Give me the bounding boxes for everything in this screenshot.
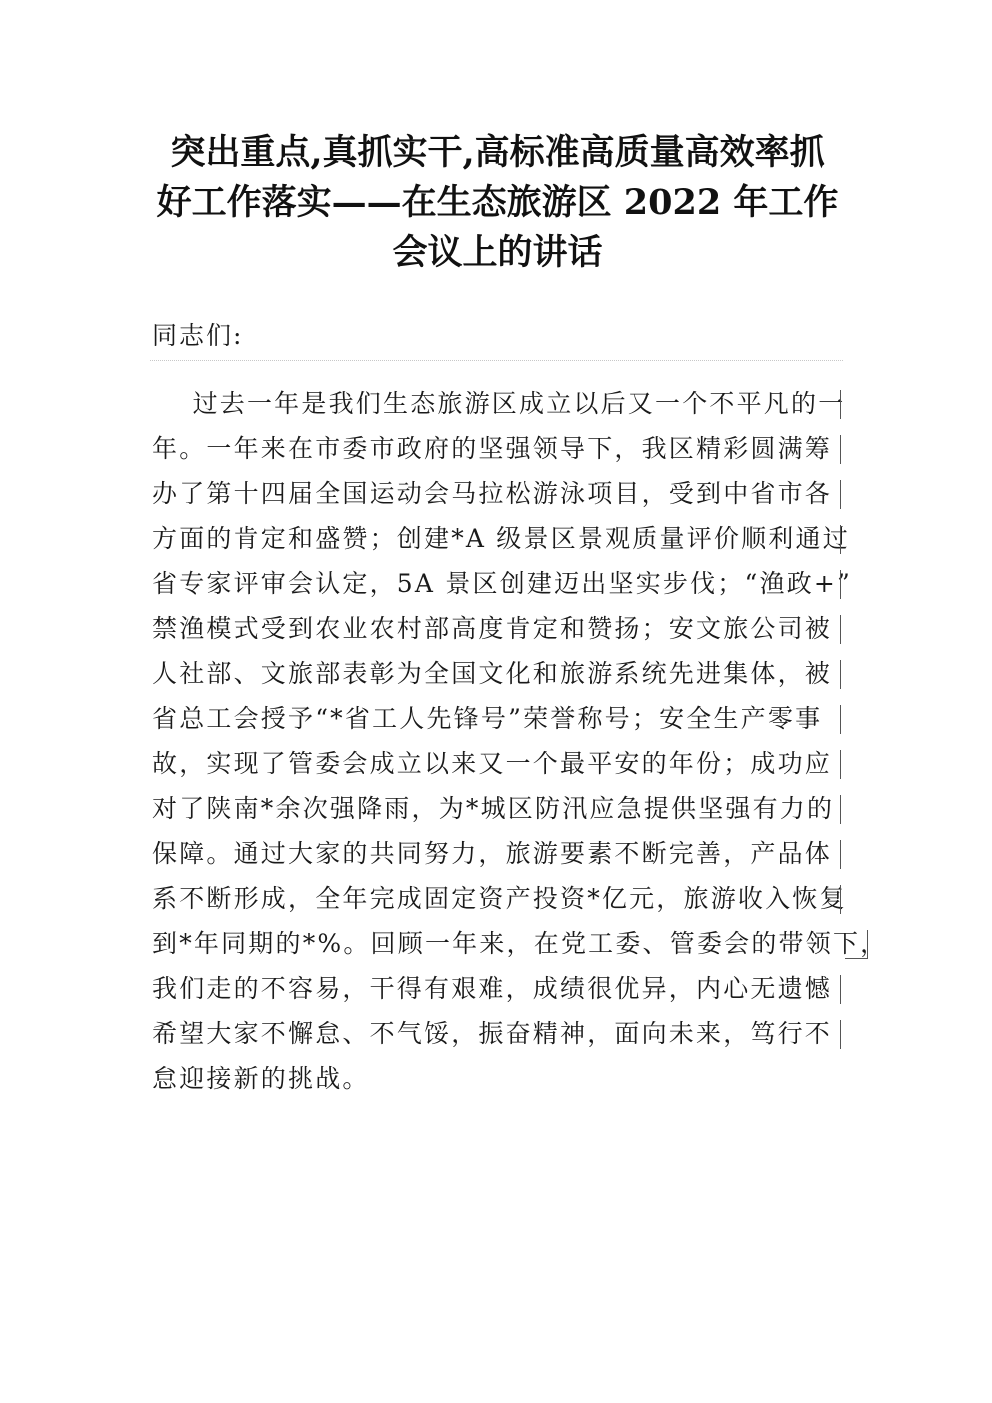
body-line-text: 方面的肯定和盛赞；创建*A 级景区景观质量评价顺利通过 [152,524,850,553]
body-line [152,876,852,921]
body-line [152,471,852,516]
body-line-text: 年。一年来在市委市政府的坚强领导下，我区精彩圆满筹 [152,434,833,463]
line-end-marker [840,660,841,689]
body-line [152,426,852,471]
body-line-text: 人社部、文旅部表彰为全国文化和旅游系统先进集体，被 [152,659,833,688]
body-line-text: 希望大家不懈怠、不气馁，振奋精神，面向未来，笃行不 [152,1019,833,1048]
body-line [152,966,852,1011]
line-end-marker [840,885,841,914]
body-line-text: 保障。通过大家的共同努力，旅游要素不断完善，产品体 [152,839,833,868]
body-line-text: 过去一年是我们生态旅游区成立以后又一个不平凡的一 [152,389,846,418]
body-line-text: 系不断形成，全年完成固定资产投资*亿元，旅游收入恢复 [152,884,847,913]
line-end-marker [840,1020,841,1049]
title-line: 好工作落实——在生态旅游区 2022 年工作 [156,182,839,223]
document-title [150,128,845,278]
line-end-marker [840,390,841,419]
body-line-text: 省专家评审会认定，5A 景区创建迈出坚实步伐；“渔政+” [152,569,853,598]
line-end-marker [840,570,841,599]
body-line [152,741,852,786]
body-line-text: 到*年同期的*%。回顾一年来，在党工委、管委会的带领下， [152,929,888,958]
body-line [152,696,852,741]
line-end-marker [840,435,841,464]
line-end-marker [840,795,841,824]
line-end-marker [840,525,841,554]
body-line [152,1056,852,1101]
body-line-text: 办了第十四届全国运动会马拉松游泳项目，受到中省市各 [152,479,833,508]
greeting-text: 同志们: [152,321,244,350]
line-end-marker [867,930,868,959]
line-end-marker [840,750,841,779]
body-line [152,381,852,426]
line-end-marker [840,840,841,869]
body-line-text: 省总工会授予“*省工人先锋号”荣誉称号；安全生产零事 [152,704,823,733]
body-line [152,561,852,606]
body-line [152,786,852,831]
title-line: 会议上的讲话 [392,232,603,273]
line-end-marker [840,975,841,1004]
body-line [152,606,852,651]
line-end-marker [840,615,841,644]
body-line [152,1011,852,1056]
title-line: 突出重点,真抓实干,高标准高质量高效率抓 [170,132,825,173]
body-paragraph [152,381,888,1101]
body-line-text: 故，实现了管委会成立以来又一个最平安的年份；成功应 [152,749,833,778]
line-end-marker [840,705,841,734]
body-line [152,921,888,966]
line-end-marker [845,958,867,959]
body-line [152,831,852,876]
body-line-text: 我们走的不容易，干得有艰难，成绩很优异，内心无遗憾 [152,974,833,1003]
body-line-text: 禁渔模式受到农业农村部高度肯定和赞扬；安文旅公司被 [152,614,833,643]
body-line-text: 对了陕南*余次强降雨，为*城区防汛应急提供坚强有力的 [152,794,835,823]
body-line-text: 怠迎接新的挑战。 [152,1064,370,1093]
dotted-divider [150,360,843,361]
body-line [152,516,852,561]
body-line [152,651,852,696]
line-end-marker [840,480,841,509]
